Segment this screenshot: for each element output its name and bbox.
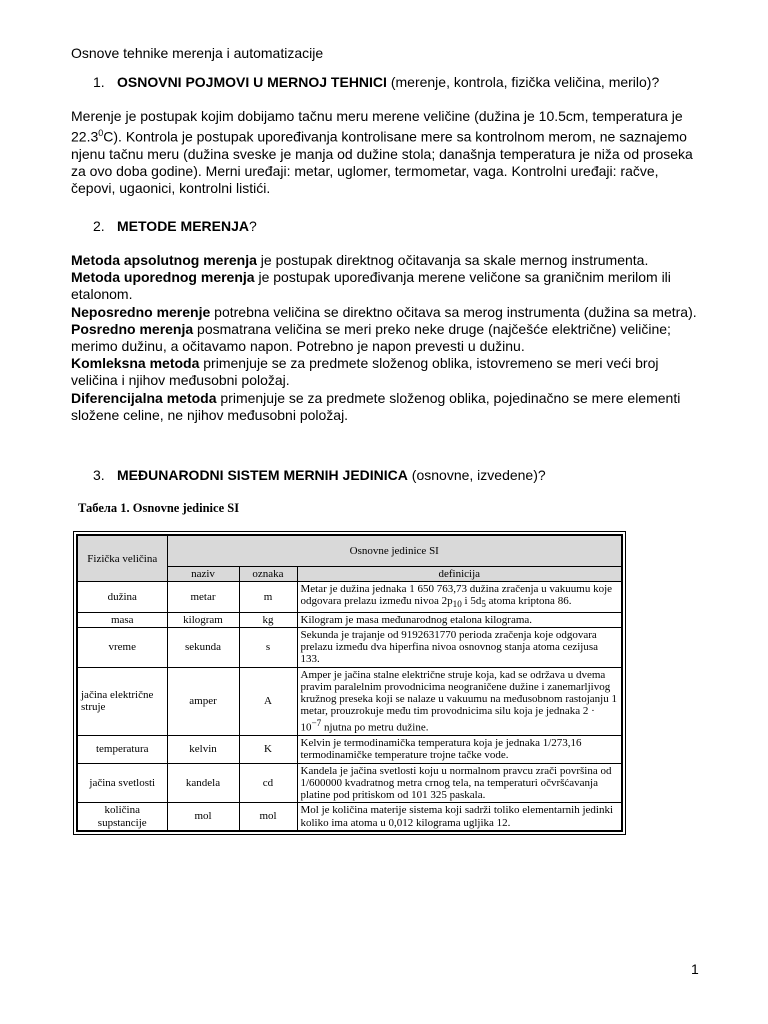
si-units-table — [76, 534, 623, 832]
cell-definition: Sekunda je trajanje od 9192631770 perioda zračenja koje odgovara prelazu između dva hiperfina nivoa osnovnog stanja atoma cezijusa 133. — [297, 628, 622, 668]
cell-name: kilogram — [167, 612, 239, 627]
table-row — [77, 803, 622, 831]
table-row — [77, 582, 622, 613]
section-1-heading — [93, 74, 659, 90]
section-3-title: MEĐUNARODNI SISTEM MERNIH JEDINICA — [117, 467, 408, 483]
section-1-number: 1. — [93, 74, 105, 90]
section-1-body: Merenje je postupak kojim dobijamo tačnu meru merene veličine (dužina je 10.5cm, temperatura je 22.3$^0$C). Kontrola je postupak upoređivanja kontrolisane mere sa kontrolnom merom, ne saznajemo njenu tačnu meru (dužina sveske je manja od dužine stola; današnja temperatura je niža od proseka za ovo doba godine). Merni uređaji: metar, uglomer, termometar, vaga. Kontrolni uređaji: račve, čepovi, ugaonici, kontrolni listići. — [71, 108, 693, 197]
definition-item: Komleksna metoda primenjuje se za predmete složenog oblika, istovremeno se meri veći broj veličina i njihov međusobni položaj. — [71, 355, 659, 389]
cell-quantity: masa — [77, 612, 167, 627]
definition-item: Posredno merenja posmatrana veličina se meri preko neke druge (najčešće električne) veličine; merimo dužinu, a očitavamo napon. Potrebno je napon prevesti u dužinu. — [71, 320, 671, 355]
section-2-number: 2. — [93, 218, 105, 234]
cell-definition: Kilogram je masa međunarodnog etalona kilograma. — [297, 612, 622, 627]
definition-item: Neposredno merenje potrebna veličina se direktno očitava sa merog instrumenta (dužina sa metra). — [71, 303, 697, 320]
table-header-row — [77, 535, 622, 567]
cell-quantity: temperatura — [77, 736, 167, 763]
cell-definition: Metar je dužina jednaka 1 650 763,73 dužina zračenja u vakuumu koje odgovara prelazu između nivoa $2p_{10}$ i $5d_5$ atoma kriptona 86. — [297, 582, 622, 613]
definition-item: Metoda uporednog merenja je postupak upoređivanja merene veličone sa graničnim merilom ili etalonom. — [71, 269, 671, 303]
header-definition: definicija — [297, 567, 622, 582]
table-row — [77, 612, 622, 627]
cell-quantity: vreme — [77, 628, 167, 668]
header-quantity: Fizička veličina — [77, 535, 167, 582]
table-row — [77, 667, 622, 736]
section-2-title: METODE MERENJA — [117, 218, 249, 234]
cell-definition: Amper je jačina stalne električne struje koja, kad se održava u dvema pravim paralelnim provodnicima neograničene dužine i zanemarljivog kružnog preseka koji se nalaze u vakuumu na međusobnom rastojanju 1 metar, prouzrokuje među tim provodnicima silu koja je jednaka $2 \cdot 10^{-7}$ njutna po metru dužine. — [297, 667, 622, 736]
cell-quantity: količina supstancije — [77, 803, 167, 831]
table-row — [77, 628, 622, 668]
section-1-title: OSNOVNI POJMOVI U MERNOJ TEHNICI — [117, 74, 387, 90]
section-3-title-suffix: (osnovne, izvedene)? — [407, 467, 546, 483]
cell-quantity: dužina — [77, 582, 167, 613]
definition-item: Metoda apsolutnog merenja je postupak direktnog očitavanja sa skale mernog instrumenta. — [71, 252, 649, 268]
cell-name: amper — [167, 667, 239, 736]
header-group: Osnovne jedinice SI — [167, 535, 622, 567]
cell-symbol: m — [239, 582, 297, 613]
cell-symbol: kg — [239, 612, 297, 627]
cell-name: mol — [167, 803, 239, 831]
cell-definition: Mol je količina materije sistema koji sadrži toliko elementarnih jedinki koliko ima atoma u 0,012 kilograma ugljika 12. — [297, 803, 622, 831]
cell-definition: Kelvin je termodinamička temperatura koja je jednaka 1/273,16 termodinamičke temperature trojne tačke vode. — [297, 736, 622, 763]
cell-symbol: mol — [239, 803, 297, 831]
section-2-title-suffix: ? — [248, 218, 257, 234]
table-row — [77, 736, 622, 763]
page-number: 1 — [691, 961, 699, 977]
cell-name: kelvin — [167, 736, 239, 763]
cell-quantity: jačina svetlosti — [77, 763, 167, 803]
section-1-title-suffix: (merenje, kontrola, fizička veličina, merilo)? — [386, 74, 660, 90]
cell-symbol: cd — [239, 763, 297, 803]
cell-symbol: A — [239, 667, 297, 736]
cell-definition: Kandela je jačina svetlosti koju u normalnom pravcu zrači površina od 1/600000 kvadratnog metra crnog tela, na temperaturi očvršćavanja platine pod pritiskom od 101 325 paskala. — [297, 763, 622, 803]
cell-name: kandela — [167, 763, 239, 803]
section-3-number: 3. — [93, 467, 105, 483]
cell-name: sekunda — [167, 628, 239, 668]
table-caption: Табела 1. Osnovne jedinice SI — [78, 501, 240, 515]
cell-symbol: s — [239, 628, 297, 668]
table-row — [77, 763, 622, 803]
header-name: naziv — [167, 567, 239, 582]
section-3-heading — [93, 467, 546, 483]
definition-item: Diferencijalna metoda primenjuje se za predmete složenog oblika, pojedinačno se mere elementi složene celine, ne njihov međusobni položaj. — [71, 389, 681, 423]
header-symbol: oznaka — [239, 567, 297, 582]
document-title: Osnove tehnike merenja i automatizacije — [71, 45, 324, 61]
section-2-heading — [93, 218, 257, 234]
methods-definitions — [71, 252, 701, 424]
cell-quantity: jačina električne struje — [77, 667, 167, 736]
cell-symbol: K — [239, 736, 297, 763]
cell-name: metar — [167, 582, 239, 613]
